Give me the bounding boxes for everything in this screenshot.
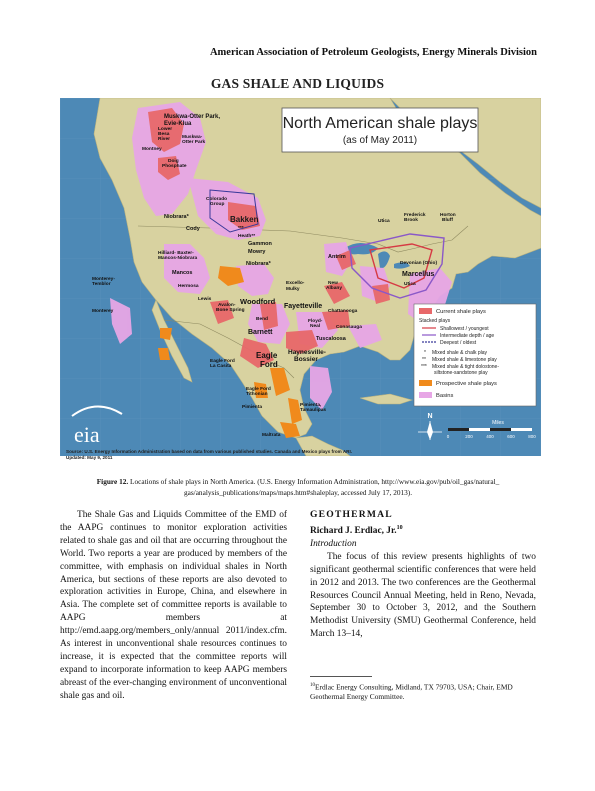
label-bakken: Bakken [230, 215, 259, 224]
geothermal-heading: GEOTHERMAL [310, 509, 393, 520]
right-column [310, 509, 536, 641]
label-heath: Heath** [238, 234, 256, 239]
label-monterey: Monterey [92, 309, 114, 314]
svg-text:Phosphate: Phosphate [162, 164, 187, 169]
svg-text:Miles: Miles [492, 420, 504, 426]
label-cody: Cody [186, 226, 200, 232]
legend-prospective: Prospective shale plays [436, 381, 497, 387]
svg-text:Bluff: Bluff [442, 218, 453, 223]
label-hermosa: Hermosa [178, 284, 199, 289]
svg-text:Brook: Brook [404, 218, 418, 223]
svg-text:siltstone-sandstone play: siltstone-sandstone play [434, 370, 488, 376]
label-barnett: Barnett [248, 329, 273, 336]
svg-text:N: N [427, 413, 433, 420]
label-montney: Montney [142, 147, 162, 152]
label-niobrara-n: Niobrara* [164, 214, 189, 220]
map-title: North American shale plays [282, 115, 478, 132]
label-lewis: Lewis [198, 297, 212, 302]
label-bend: Bend [256, 317, 268, 322]
label-mancos: Mancos [172, 270, 193, 276]
label-eagle-ford-tit: Eagle Ford [246, 387, 271, 392]
left-column [60, 509, 287, 703]
legend-current: Current shale plays [436, 309, 486, 315]
svg-text:Mixed shale & limestone play: Mixed shale & limestone play [432, 357, 497, 363]
footnote-mark: 10 [310, 683, 315, 688]
label-devonian: Devonian (Ohio) [400, 261, 438, 266]
label-conasauga: Conasauga [336, 325, 362, 330]
label-chattanooga: Chattanooga [328, 309, 358, 314]
svg-text:eia: eia [74, 422, 100, 447]
author-footnote-mark: 10 [396, 524, 403, 531]
svg-text:Albany: Albany [326, 286, 342, 291]
label-eagle-ford-lc: Eagle Ford [210, 359, 235, 364]
label-excello: Excello- [286, 281, 305, 286]
map-legend [414, 304, 536, 406]
geothermal-paragraph: The focus of this review presents highlights of two significant geothermal scientific conferences that were held in 2012 and 2013. The two conferences are the Geothermal Resources Council Annual Meeting, held in Reno, Nevada, September 30 to October 3, 2012, and the Southern Methodist University (SMU) Geothermal Conference, held March 13–14, [310, 551, 536, 640]
label-horton: Horton [440, 213, 456, 218]
label-hilliard: Hilliard- Baxter- [158, 251, 194, 256]
figure-caption [60, 477, 536, 498]
label-niobrara: Niobrara* [246, 261, 271, 267]
footnote: $^{10}$Erdlac Energy Consulting, Midland, TX 79703, USA; Chair, EMD Geothermal Energy Committee. [310, 682, 513, 702]
committee-paragraph: The Shale Gas and Liquids Committee of the EMD of the AAPG continues to monitor exploration activities related to shale gas and oil that are occurring throughout the World. Two reports a year are produced by members of the committee, with emphasis on individual shales in North America, but sections of these reports are also devoted to exploration activities in Europe, China, and elsewhere in Asia. The complete set of committee reports is available to AAPG members at http://emd.aapg.org/members_only/annual 2011/index.cfm. As interest in unconventional shale resources continues to increase, it is expected that the committee reports will expand to incorporate information to keep AAPG members abreast of the ever-changing environment of unconventional shale gas and oil. [60, 510, 287, 701]
svg-text:La Casita: La Casita [210, 364, 232, 369]
svg-text:Shallowest / youngest: Shallowest / youngest [440, 326, 489, 332]
svg-text:Deepest / oldest: Deepest / oldest [440, 340, 477, 346]
svg-text:***: *** [238, 226, 244, 231]
label-muskwa-op: Muskwa- [182, 135, 203, 140]
svg-text:Group: Group [210, 202, 225, 207]
svg-text:Ford: Ford [260, 360, 278, 369]
shale-plays-map [60, 98, 541, 456]
label-fayetteville: Fayetteville [284, 303, 323, 310]
label-mowry: Mowry [248, 249, 266, 255]
label-monterey-t: Monterey- [92, 277, 115, 282]
svg-text:Temblor: Temblor [92, 282, 111, 287]
label-muskwa: Muskwa-Otter Park, [164, 114, 221, 120]
svg-text:Intermediate depth / age: Intermediate depth / age [440, 333, 495, 339]
label-frederick: Frederick [404, 213, 426, 218]
svg-text:0: 0 [446, 434, 450, 439]
svg-text:Bone Spring: Bone Spring [216, 308, 245, 313]
label-woodford: Woodford [240, 297, 276, 306]
label-lower-besa: Lower [158, 127, 173, 132]
label-marcellus: Marcellus [402, 271, 435, 278]
svg-text:Besa: Besa [158, 132, 170, 137]
svg-text:Tamaulipas: Tamaulipas [300, 408, 327, 413]
svg-text:Mulky: Mulky [286, 287, 300, 292]
label-utica-n: Utica [378, 219, 390, 224]
svg-text:River: River [158, 137, 170, 142]
svg-text:Neal: Neal [310, 324, 321, 329]
footnote-rule [310, 676, 372, 677]
label-gammon: Gammon [248, 241, 272, 247]
section-title: GAS SHALE AND LIQUIDS [210, 76, 385, 91]
label-avalon: Avalon- [218, 303, 236, 308]
author-line: Richard J. Erdlac, Jr.$^{10}$ [310, 524, 403, 537]
map-source-note: Source: U.S. Energy Information Administration based on data from various published studies. Canada and Mexico plays from ARI. Updated: May 9, 2011 [66, 449, 353, 460]
label-antrim: Antrim [328, 254, 346, 260]
svg-text:400: 400 [486, 434, 494, 439]
figure-caption-text: Locations of shale plays in North America. (U.S. Energy Information Administration, http://www.eia.gov/pub/oil_gas/natural_ gas/analysis_publications/maps/maps.htm#shaleplay, accessed July 17, 2013). [128, 477, 500, 497]
svg-text:Otter Park: Otter Park [182, 140, 206, 145]
svg-text:**: ** [422, 357, 426, 363]
label-doig: Doig [168, 159, 179, 164]
label-pimienta: Pimienta [242, 405, 262, 410]
figure-label: Figure 12. [96, 477, 129, 486]
label-haynesville: Haynesville- [288, 349, 326, 356]
svg-text:800: 800 [528, 434, 536, 439]
svg-text:Bossier: Bossier [294, 356, 318, 363]
label-pimienta-t: Pimienta, [300, 403, 322, 408]
label-maltrata: Maltrata [262, 433, 281, 438]
svg-text:200: 200 [465, 434, 473, 439]
label-utica: Utica [404, 282, 416, 287]
label-floyd: Floyd- [308, 319, 323, 324]
legend-basins: Basins [436, 393, 454, 399]
legend-stacked: Stacked plays [419, 318, 451, 324]
svg-text:Mixed shale & chalk play: Mixed shale & chalk play [432, 350, 488, 356]
label-evie: Evie-Klua [164, 121, 192, 127]
svg-text:*: * [424, 350, 426, 356]
svg-text:***: *** [421, 364, 427, 370]
running-head: American Association of Petroleum Geologists, Energy Minerals Division [209, 47, 537, 58]
label-eagle-ford: Eagle [256, 351, 278, 360]
label-new-albany: New [328, 281, 338, 286]
svg-text:Tithonian: Tithonian [246, 392, 268, 397]
map-subtitle: (as of May 2011) [342, 135, 418, 146]
introduction-heading: Introduction [310, 538, 357, 549]
label-tuscaloosa: Tuscaloosa [316, 336, 346, 342]
label-colorado: Colorado [206, 197, 228, 202]
svg-text:600: 600 [507, 434, 515, 439]
svg-text:Mixed shale & tight dolostone-: Mixed shale & tight dolostone- [432, 364, 499, 370]
svg-text:Mancos-Niobrara: Mancos-Niobrara [158, 256, 198, 261]
